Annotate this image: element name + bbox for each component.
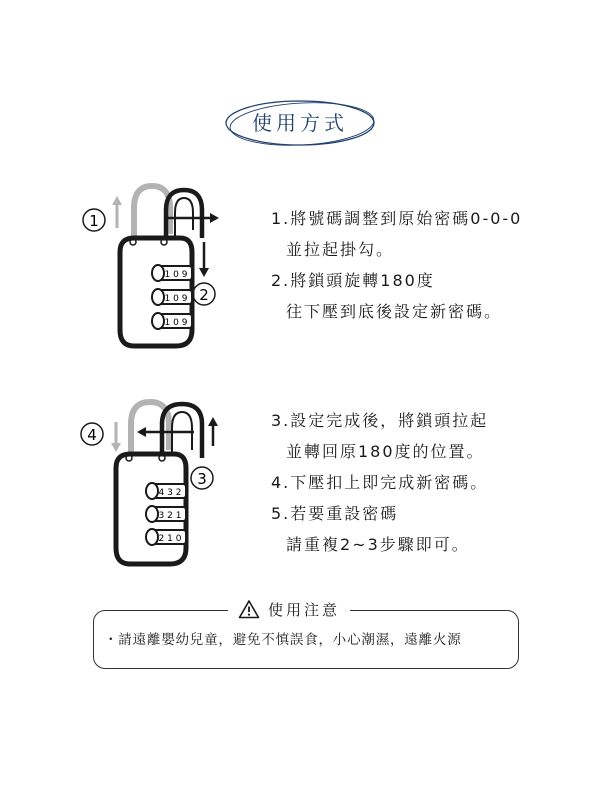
dial-digits: 4 3 2 <box>158 488 182 498</box>
warning-icon <box>238 599 260 619</box>
instruction-line: 2.將鎖頭旋轉180度 <box>271 271 435 290</box>
lock-illustration-step-3-5 <box>76 388 236 578</box>
dial-digits: 2 1 0 <box>158 534 182 544</box>
step-marker-1: 1 <box>89 212 99 230</box>
instruction-line: 並拉起掛勾。 <box>286 240 395 259</box>
step-marker-2: 2 <box>199 286 209 304</box>
step-marker-3: 3 <box>197 470 207 488</box>
instruction-line: 5.若要重設密碼 <box>271 504 399 523</box>
step-marker-4: 4 <box>87 426 97 444</box>
page-title: 使用方式 <box>252 111 348 135</box>
instruction-line: 往下壓到底後設定新密碼。 <box>286 302 503 321</box>
title-badge <box>222 96 378 150</box>
instruction-line: 1.將號碼調整到原始密碼0-0-0 <box>271 209 523 228</box>
instructions-step-1-2 <box>271 203 522 327</box>
dial-group <box>146 483 186 545</box>
dial-digits: 1 0 9 <box>164 294 188 304</box>
lock-illustration-step-1-2 <box>76 180 236 360</box>
dial-digits: 1 0 9 <box>164 318 188 328</box>
instruction-line: 4.下壓扣上即完成新密碼。 <box>271 473 489 492</box>
instruction-line: 3.設定完成後，將鎖頭拉起 <box>271 411 489 430</box>
dial-digits: 3 2 1 <box>158 511 182 521</box>
notice-text: ・請遠離嬰幼兒童，避免不慎誤食，小心潮濕，遠離火源 <box>104 632 462 648</box>
instruction-line: 請重複2~3步驟即可。 <box>286 535 470 554</box>
notice-heading-label: 使用注意 <box>268 600 341 619</box>
notice-heading <box>228 597 350 621</box>
dial-group <box>152 265 192 329</box>
instruction-line: 並轉回原180度的位置。 <box>286 442 485 461</box>
instructions-step-3-5 <box>271 405 488 560</box>
dial-digits: 1 0 9 <box>164 270 188 280</box>
